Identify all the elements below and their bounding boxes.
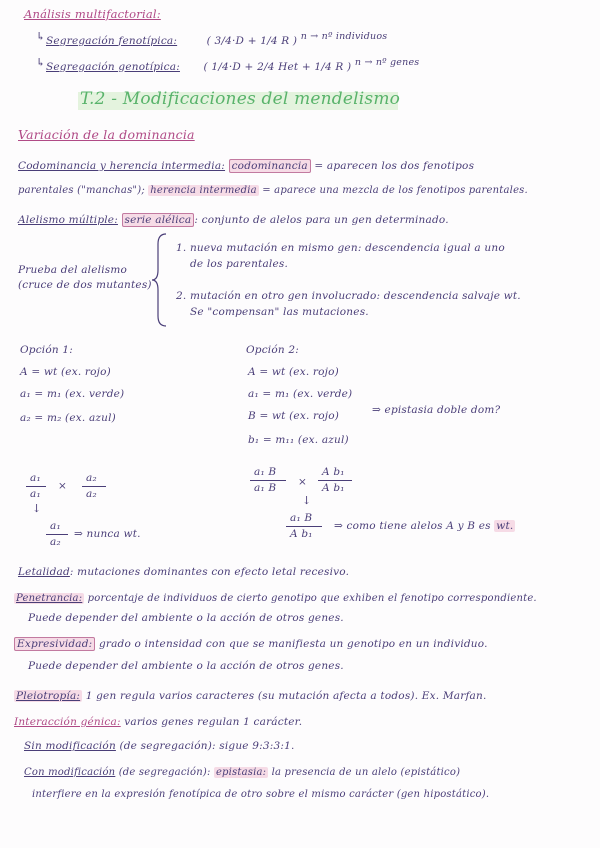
fraction-bar — [26, 486, 46, 487]
arrow-icon: ↳ — [36, 30, 46, 43]
seg-genotipica-formula: ( 1/4·D + 2/4 Het + 1/4 R ) — [203, 60, 352, 73]
herencia-intermedia-term: herencia intermedia — [150, 185, 257, 196]
alelismo-label: Alelismo múltiple: — [18, 214, 118, 226]
fraction-bar — [318, 480, 352, 481]
penetrancia-text1: porcentaje de individuos de cierto genotipo que exhiben el fenotipo correspondiente. — [84, 593, 537, 604]
opcion1-res-den: a₂ — [50, 536, 61, 548]
down-arrow-icon: ↓ — [302, 494, 312, 507]
fraction-bar — [46, 534, 68, 535]
opcion1-times: × — [58, 480, 67, 492]
opcion2-result-line — [334, 520, 515, 533]
opcion1-frac1-num: a₁ — [30, 472, 41, 484]
seg-genotipica-row — [36, 56, 419, 74]
penetrancia-line1 — [14, 592, 537, 605]
epistasia-term: epistasia: — [215, 767, 267, 778]
seg-fenotipica-exp: n → nº individuos — [300, 31, 388, 42]
opcion1-l1: A = wt (ex. rojo) — [20, 366, 111, 378]
opcion1-l3: a₂ = m₂ (ex. azul) — [20, 412, 116, 424]
opcion1-res-num: a₁ — [50, 520, 61, 532]
opcion2-frac2-num: A b₁ — [322, 466, 345, 478]
opcion2-res-den: A b₁ — [290, 528, 313, 540]
arrow-icon: ↳ — [36, 56, 46, 69]
opcion1-title: Opción 1: — [20, 344, 74, 356]
section-title: Variación de la dominancia — [18, 127, 195, 142]
alelismo-text: : conjunto de alelos para un gen determinado. — [194, 214, 449, 226]
opcion2-times: × — [298, 476, 307, 488]
expresividad-label: Expresividad: — [14, 637, 95, 651]
fraction-bar — [82, 486, 106, 487]
opcion1-result: ⇒ nunca wt. — [74, 528, 141, 540]
pleiotropia-label: Pleiotropía: — [16, 690, 81, 702]
opcion1-l2: a₁ = m₁ (ex. verde) — [20, 388, 125, 400]
sin-modificacion-label: Sin modificación — [24, 740, 116, 752]
pleiotropia-text: 1 gen regula varios caracteres (su mutación afecta a todos). Ex. Marfan. — [82, 690, 487, 702]
con-modificacion-line2: interfiere en la expresión fenotípica de otro sobre el mismo carácter (gen hipostático). — [32, 789, 490, 800]
prueba-item2-l1: 2. mutación en otro gen involucrado: descendencia salvaje wt. — [176, 290, 521, 302]
con-modificacion-label: Con modificación — [24, 767, 116, 778]
prueba-label-1: Prueba del alelismo — [18, 264, 128, 276]
sin-modificacion-line — [24, 740, 295, 753]
prueba-item1-l2: de los parentales. — [190, 258, 289, 270]
down-arrow-icon: ↓ — [32, 502, 42, 515]
opcion2-l3: B = wt (ex. rojo) — [248, 410, 340, 422]
prueba-item1-l1: 1. nueva mutación en mismo gen: descendencia igual a uno — [176, 242, 505, 254]
sin-modificacion-text: (de segregación): sigue 9:3:3:1. — [115, 740, 295, 752]
letalidad-text: : mutaciones dominantes con efecto letal recesivo. — [69, 566, 350, 578]
interaccion-line — [14, 716, 302, 729]
codominancia-label: Codominancia y herencia intermedia: — [18, 160, 226, 172]
prueba-label-2: (cruce de dos mutantes) — [18, 279, 152, 291]
opcion1-frac2-num: a₂ — [86, 472, 97, 484]
fraction-bar — [250, 480, 286, 481]
opcion2-frac2-den: A b₁ — [322, 482, 345, 494]
codominancia-line1 — [18, 160, 474, 173]
serie-alelica-term: serie alélica — [122, 213, 195, 227]
seg-fenotipica-formula: ( 3/4·D + 1/4 R ) — [206, 34, 298, 47]
con-modificacion-text2: la presencia de un alelo (epistático) — [268, 767, 461, 778]
penetrancia-label: Penetrancia: — [16, 593, 83, 604]
pleiotropia-line — [14, 690, 487, 703]
con-modificacion-line — [24, 766, 460, 779]
interaccion-text: varios genes regulan 1 carácter. — [120, 716, 303, 728]
codominancia-text2a: parentales ("manchas"); — [18, 185, 149, 196]
opcion2-title: Opción 2: — [246, 344, 300, 356]
con-modificacion-text1: (de segregación): — [115, 767, 214, 778]
opcion1-frac1-den: a₁ — [30, 488, 41, 500]
codominancia-text1: = aparecen los dos fenotipos — [310, 160, 475, 172]
expresividad-line2: Puede depender del ambiente o la acción de otros genes. — [28, 660, 344, 672]
codominancia-term: codominancia — [229, 159, 311, 173]
expresividad-text1: grado o intensidad con que se manifiesta un genotipo en un individuo. — [95, 638, 488, 650]
seg-fenotipica-label: Segregación fenotípica: — [46, 34, 178, 47]
opcion2-frac1-num: a₁ B — [254, 466, 277, 478]
letalidad-line — [18, 566, 349, 579]
heading-analisis-multifactorial: Análisis multifactorial: — [24, 7, 161, 21]
codominancia-line2 — [18, 184, 528, 197]
curly-brace — [150, 232, 170, 328]
opcion2-l1: A = wt (ex. rojo) — [248, 366, 339, 378]
opcion2-result: ⇒ como tiene alelos A y B es — [334, 520, 495, 532]
fraction-bar — [286, 526, 322, 527]
prueba-item2-l2: Se "compensan" las mutaciones. — [190, 306, 369, 318]
page-title: T.2 - Modificaciones del mendelismo — [80, 89, 401, 109]
seg-genotipica-exp: n → nº genes — [354, 57, 420, 68]
seg-genotipica-label: Segregación genotípica: — [46, 60, 180, 73]
opcion2-l4: b₁ = m₁₁ (ex. azul) — [248, 434, 349, 446]
expresividad-line1 — [14, 638, 488, 651]
seg-fenotipica-row — [36, 30, 387, 48]
opcion1-frac2-den: a₂ — [86, 488, 97, 500]
opcion2-res-num: a₁ B — [290, 512, 313, 524]
opcion2-result-term: wt. — [496, 520, 514, 532]
codominancia-text2b: = aparece una mezcla de los fenotipos parentales. — [258, 185, 528, 196]
letalidad-label: Letalidad — [18, 566, 70, 578]
opcion2-l2: a₁ = m₁ (ex. verde) — [248, 388, 353, 400]
opcion2-epistasis: ⇒ epistasia doble dom? — [372, 404, 501, 416]
interaccion-label: Interacción génica: — [14, 716, 121, 728]
penetrancia-line2: Puede depender del ambiente o la acción de otros genes. — [28, 612, 344, 624]
opcion2-frac1-den: a₁ B — [254, 482, 277, 494]
alelismo-line — [18, 214, 449, 227]
